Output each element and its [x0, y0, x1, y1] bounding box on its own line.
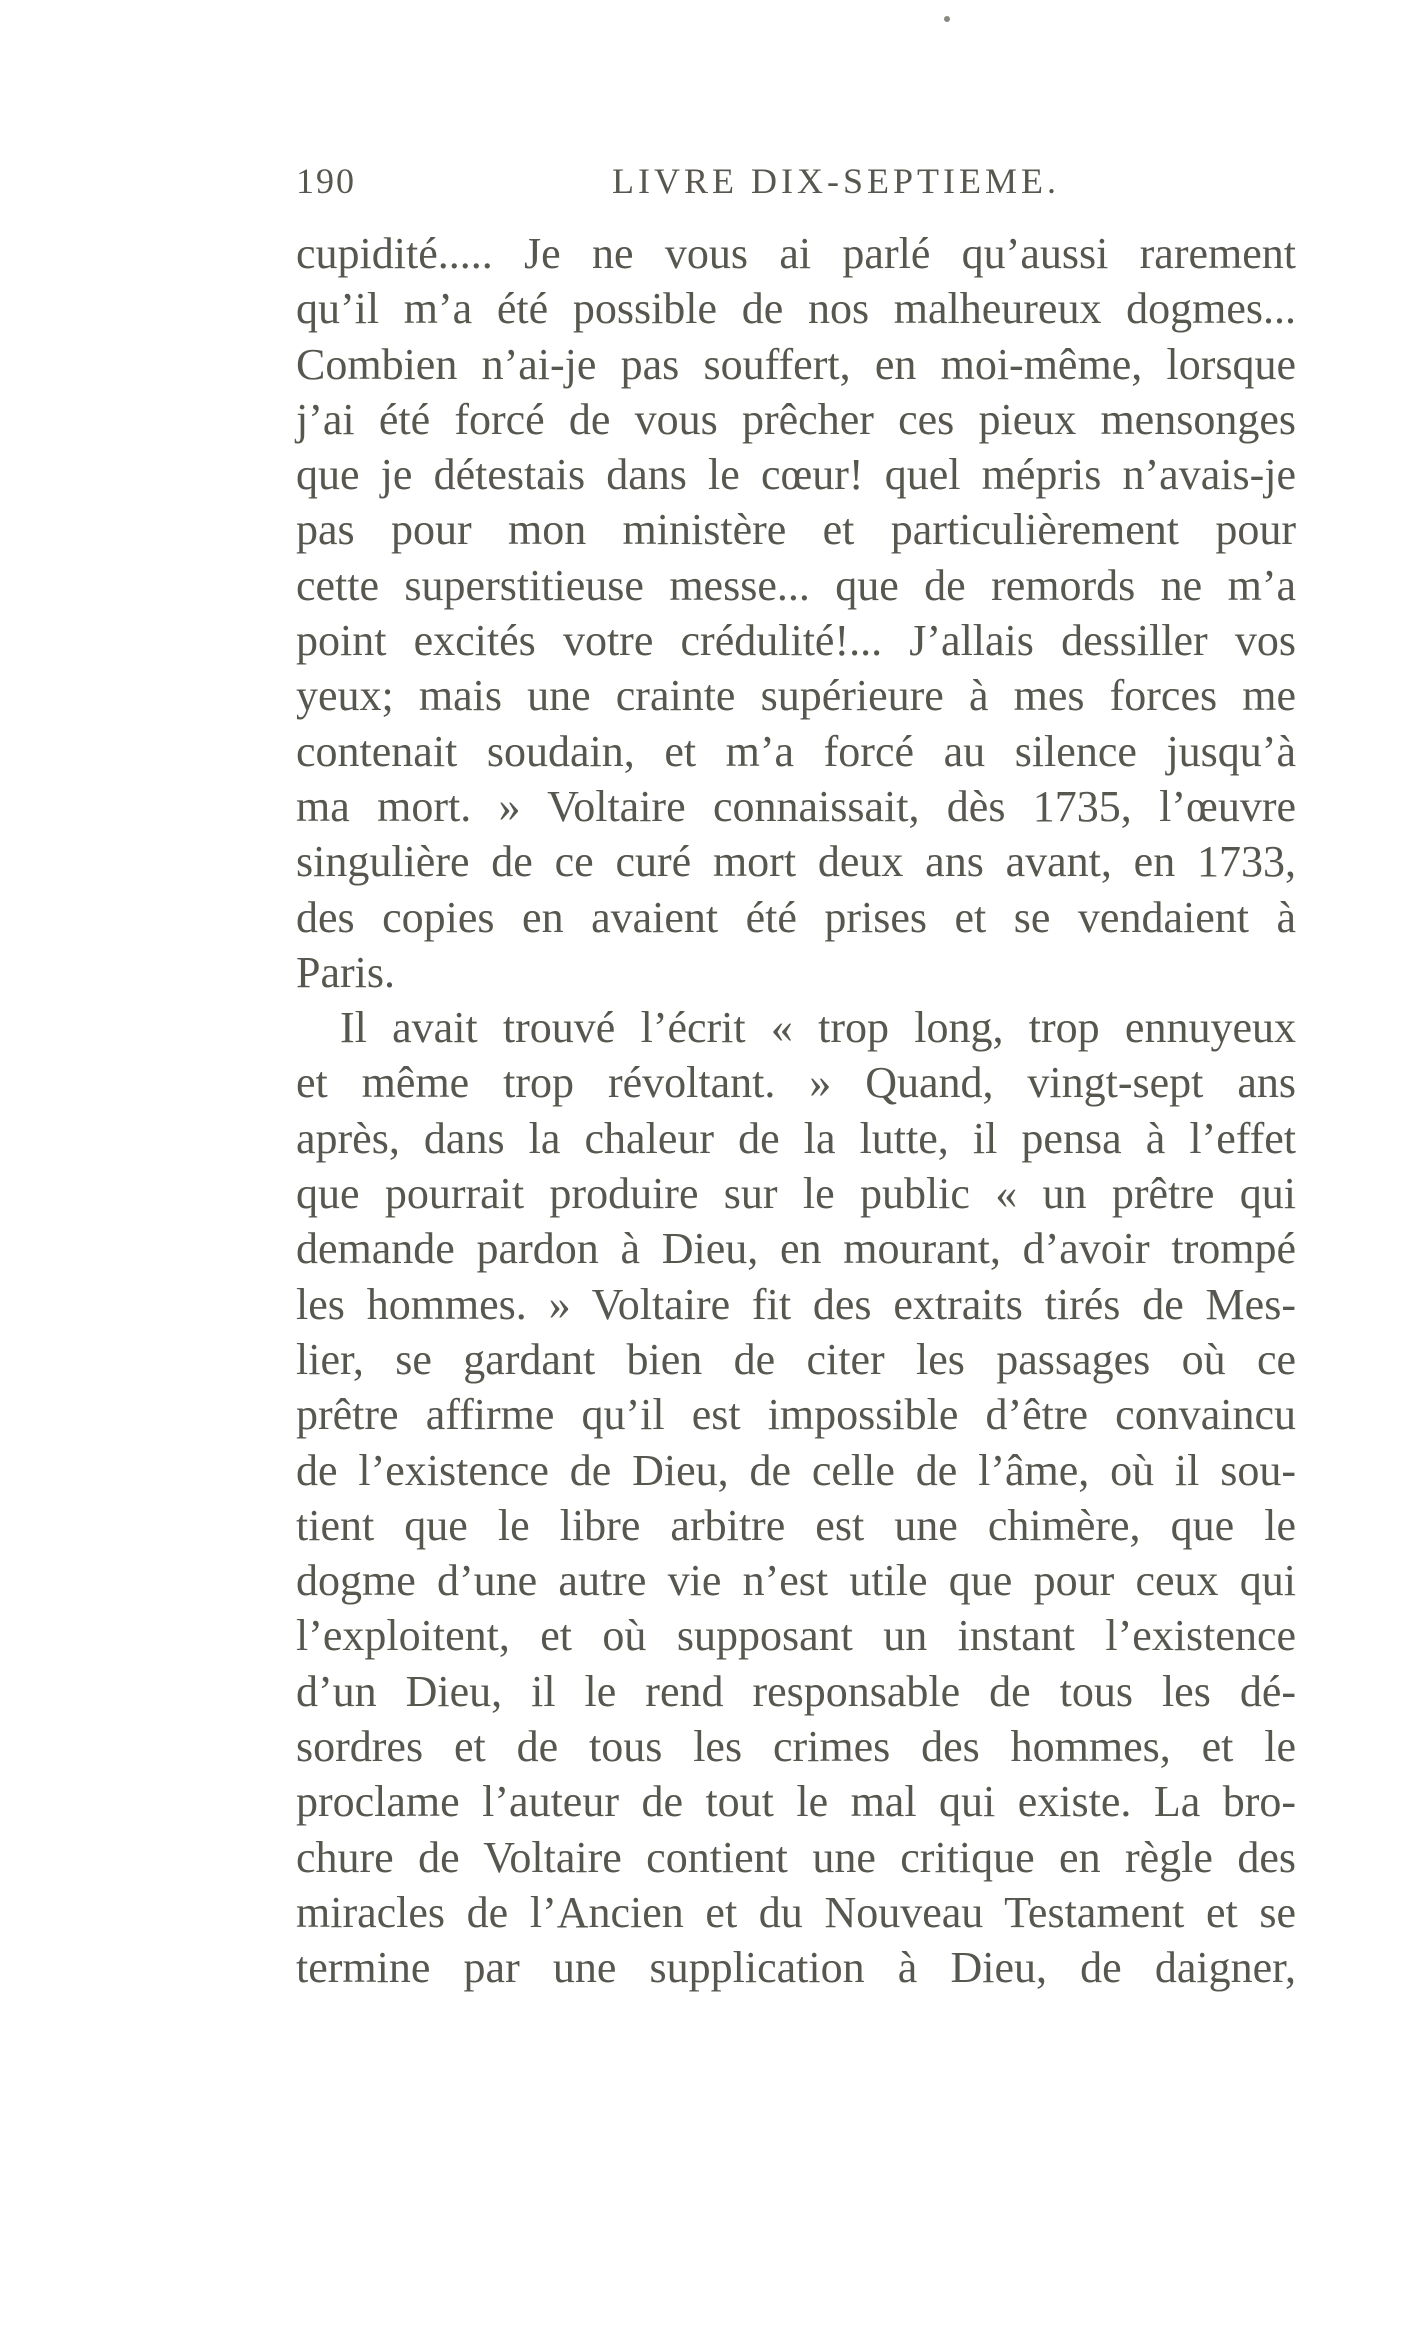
- text-line: sordres et de tous les crimes des hommes, et le: [296, 1722, 1296, 1772]
- text-line: miracles de l’Ancien et du Nouveau Testament et se: [296, 1887, 1296, 1937]
- body-text: [296, 226, 1296, 1996]
- text-line: des copies en avaient été prises et se vendaient à: [296, 892, 1296, 942]
- text-line: j’ai été forcé de vous prêcher ces pieux mensonges: [296, 394, 1296, 444]
- text-line: tient que le libre arbitre est une chimère, que le: [296, 1500, 1296, 1550]
- text-line: l’exploitent, et où supposant un instant l’existence: [296, 1611, 1296, 1661]
- text-line: après, dans la chaleur de la lutte, il pensa à l’effet: [296, 1113, 1296, 1163]
- text-line: point excités votre crédulité!... J’allais dessiller vos: [296, 616, 1296, 666]
- text-line: prêtre affirme qu’il est impossible d’être convaincu: [296, 1390, 1296, 1440]
- text-line: cupidité..... Je ne vous ai parlé qu’aussi rarement: [296, 229, 1296, 278]
- text-line: cette superstitieuse messe... que de remords ne m’a: [296, 560, 1296, 610]
- text-line: pas pour mon ministère et particulièrement pour: [296, 505, 1296, 555]
- text-line: Paris.: [296, 947, 395, 997]
- page-header: [296, 160, 1296, 210]
- text-line: d’un Dieu, il le rend responsable de tous les dé-: [296, 1666, 1296, 1716]
- text-line: que pourrait produire sur le public « un prêtre qui: [296, 1169, 1296, 1219]
- text-line: singulière de ce curé mort deux ans avant, en 1733,: [296, 837, 1296, 887]
- text-line: et même trop révoltant. » Quand, vingt-sept ans: [296, 1058, 1296, 1108]
- text-line: termine par une supplication à Dieu, de daigner,: [296, 1943, 1296, 1993]
- text-line: chure de Voltaire contient une critique en règle des: [296, 1832, 1296, 1882]
- text-line: qu’il m’a été possible de nos malheureux dogmes...: [296, 284, 1296, 334]
- text-line: que je détestais dans le cœur! quel mépris n’avais-je: [296, 450, 1296, 500]
- text-line: Il avait trouvé l’écrit « trop long, trop ennuyeux: [340, 1003, 1296, 1053]
- text-line: ma mort. » Voltaire connaissait, dès 1735, l’œuvre: [296, 781, 1296, 831]
- text-line: dogme d’une autre vie n’est utile que pour ceux qui: [296, 1556, 1296, 1606]
- text-line: yeux; mais une crainte supérieure à mes forces me: [296, 671, 1296, 721]
- text-line: les hommes. » Voltaire fit des extraits tirés de Mes-: [296, 1279, 1296, 1329]
- running-head: LIVRE DIX-SEPTIEME.: [612, 161, 1060, 201]
- text-line: lier, se gardant bien de citer les passages où ce: [296, 1334, 1296, 1384]
- ink-speck: [944, 16, 950, 22]
- text-line: proclame l’auteur de tout le mal qui existe. La bro-: [296, 1777, 1296, 1827]
- text-line: Combien n’ai-je pas souffert, en moi-même, lorsque: [296, 339, 1296, 389]
- text-line: de l’existence de Dieu, de celle de l’âme, où il sou-: [296, 1445, 1296, 1495]
- text-line: demande pardon à Dieu, en mourant, d’avoir trompé: [296, 1224, 1296, 1274]
- text-line: contenait soudain, et m’a forcé au silence jusqu’à: [296, 726, 1296, 776]
- page-number: 190: [296, 161, 356, 201]
